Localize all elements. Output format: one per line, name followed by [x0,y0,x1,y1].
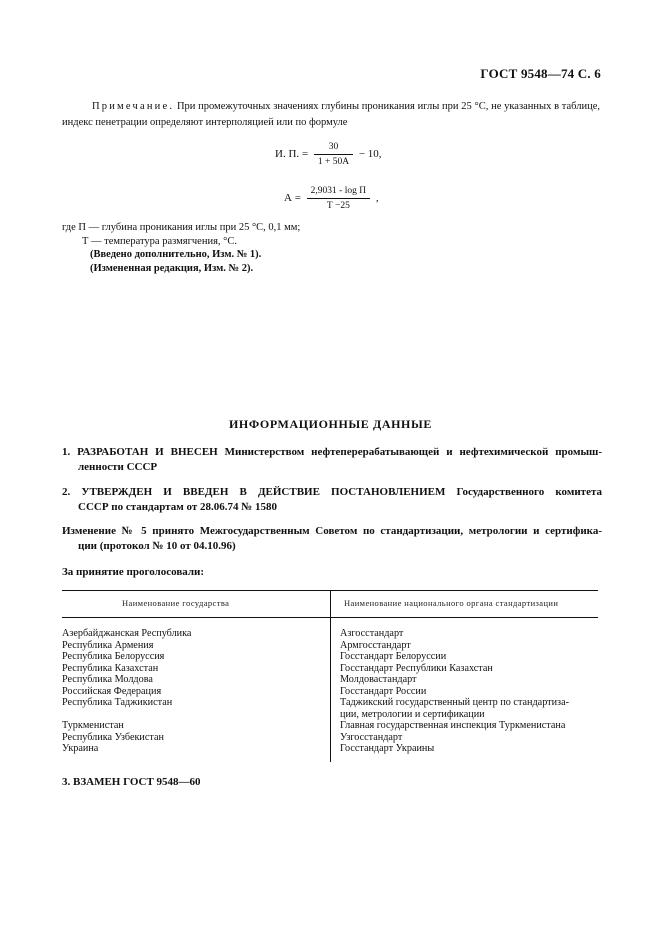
table-cell-state: Российская Федерация [62,685,162,697]
table-cell-org: Госстандарт России [340,685,427,697]
info-item-1-line1: 1. РАЗРАБОТАН И ВНЕСЕН Министерством нефтеперерабатывающей и нефтехимической промыш- [62,446,602,458]
amendment-note-2: (Измененная редакция, Изм. № 2). [90,262,254,274]
table-cell-state: Туркменистан [62,720,124,731]
info-item-2-line2: СССР по стандартам от 28.06.74 № 1580 [78,501,278,513]
table-cell-org: Таджикский государственный центр по стандартиза- [340,697,569,708]
note-label: Примечание. [92,101,175,112]
formula2-numerator: 2,9031 - log П [307,186,370,199]
table-cell-state: Республика Армения [62,639,154,651]
formula2-lhs: А = [284,192,301,205]
table-cell-org: Армгосстандарт [340,639,411,651]
info-item-3: 3. ВЗАМЕН ГОСТ 9548—60 [62,776,201,788]
table-cell-org: Молдовастандарт [340,674,417,685]
table-cell-state: Республика Молдова [62,674,153,685]
amendment-note-1: (Введено дополнительно, Изм. № 1). [90,249,262,260]
note-text: При промежуточных значениях глубины проникания иглы при 25 °С, не указанных в таблице, индекс пенетрации определяют интерполяцией или по формуле [62,101,600,128]
table-cell-state: Республика Белоруссия [62,651,165,662]
formula2-tail: , [375,192,379,205]
formula1-denominator: 1 + 50А [317,157,350,167]
info-item-1 [62,445,602,475]
table-cell-state: Республика Узбекистан [62,731,164,743]
info-item-2-line1: 2. УТВЕРЖДЕН И ВВЕДЕН В ДЕЙСТВИЕ ПОСТАНОВЛЕНИЕМ Государственного комитета [62,486,602,498]
definition-p: где П — глубина проникания иглы при 25 °С, 0,1 мм; [62,222,301,233]
formula-penetration-index [275,142,382,167]
table-header-org: Наименование национального органа стандартизации [344,598,559,608]
table-cell-org-continued: ции, метрологии и сертификации [340,708,485,720]
change-note-line2: ции (протокол № 10 от 04.10.96) [78,540,236,552]
table-cell-org: Госстандарт Белоруссии [340,651,447,662]
formula-a [284,186,379,211]
table-cell-state: Азербайджанская Республика [62,628,192,639]
table-cell-state: Республика Казахстан [62,662,159,674]
change-note-line1: Изменение № 5 принято Межгосударственным Советом по стандартизации, метрологии и сертифика- [62,525,602,537]
formula1-tail: − 10, [358,148,382,161]
page-header: ГОСТ 9548—74 С. 6 [480,66,601,81]
section-title: ИНФОРМАЦИОННЫЕ ДАННЫЕ [229,417,432,431]
table-cell-state: Украина [62,743,99,754]
table-column-orgs [340,628,598,755]
formula2-fraction [307,186,370,211]
voted-heading: За принятие проголосовали: [62,566,205,578]
note-paragraph [62,99,600,131]
table-cell-org: Госстандарт Украины [340,743,435,754]
table-cell-org: Азгосстандарт [340,628,404,639]
table-cell-state: Республика Таджикистан [62,697,173,708]
formula1-numerator: 30 [314,142,353,155]
symbol-definitions [62,221,602,275]
formula1-lhs: И. П. = [275,148,309,161]
definition-t: Т — температура размягчения, °С. [82,235,237,247]
table-cell-org: Главная государственная инспекция Туркменистана [340,720,566,731]
info-item-2 [62,485,602,515]
table-column-divider [330,590,331,762]
info-item-1-line2: ленности СССР [78,461,158,473]
formula1-fraction [314,142,353,167]
table-cell-org: Госстандарт Республики Казахстан [340,662,493,674]
change-note [62,524,602,554]
formula2-denominator: Т −25 [326,201,350,211]
table-column-states [62,628,191,755]
table-header-state: Наименование государства [122,598,230,608]
table-cell-org: Узгосстандарт [340,731,403,743]
